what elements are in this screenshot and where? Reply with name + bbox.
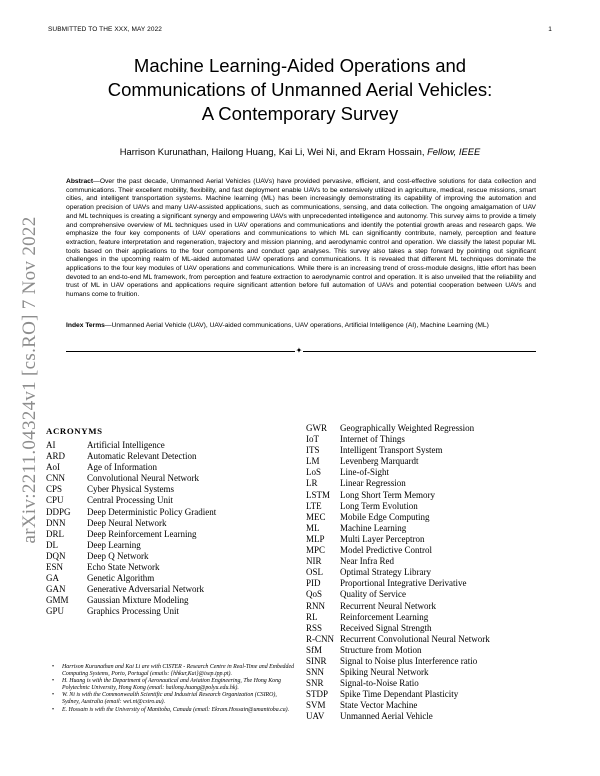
arxiv-stamp-text: arXiv:2211.04324v1 [cs.RO] 7 Nov 2022 <box>19 216 40 544</box>
acronym-row <box>306 678 566 689</box>
abstract <box>66 178 536 300</box>
acronym-definition: Machine Learning <box>340 522 407 533</box>
title-line: Communications of Unmanned Aerial Vehicles: <box>107 79 493 100</box>
acronym-row <box>306 612 566 623</box>
acronym-definition: Proportional Integrative Derivative <box>340 578 467 589</box>
acronym-abbr: PID <box>306 578 321 589</box>
acronym-row <box>46 518 296 529</box>
acronym-abbr: UAV <box>306 711 325 722</box>
acronym-abbr: AI <box>46 440 56 450</box>
acronym-row <box>306 711 566 722</box>
acronym-row <box>306 601 566 612</box>
acronym-definition: Received Signal Strength <box>340 622 432 633</box>
acronym-abbr: LM <box>306 456 320 467</box>
acronym-definition: Echo State Network <box>87 562 160 573</box>
acronym-row <box>306 456 566 467</box>
acronym-definition: Mobile Edge Computing <box>340 511 430 522</box>
acronym-definition: Line-of-Sight <box>340 467 389 478</box>
acronym-row <box>306 578 566 589</box>
acronym-abbr: CPS <box>46 484 63 495</box>
acronym-definition: Deep Learning <box>87 539 141 550</box>
acronym-row <box>46 562 296 573</box>
title-line: A Contemporary Survey <box>201 103 399 124</box>
acronym-definition: Unmanned Aerial Vehicle <box>340 711 433 722</box>
acronym-abbr: SNN <box>306 667 325 678</box>
acronym-definition: Deep Q Network <box>87 550 149 561</box>
acronym-abbr: DRL <box>46 528 64 539</box>
abstract-text: —Over the past decade, Unmanned Aerial Vehicles (UAVs) have provided pervasive, efficient, and cost-effective solutions for data collection and communications. Their excellent mobility, flexibility, and fast deployment enable UAVs to be extensively utilized in agriculture, medical, rescue missions, smart cities, and intelligent transportation systems. Machine learning (ML) has been increasingly demonstrating its capability of improving the automation and operation precision of UAVs and many UAV-assisted applications, such as communications, sensing, and data collection. The ongoing amalgamation of UAV and ML techniques is creating a significant synergy and empowering UAVs with unprecedented intelligence and autonomy. This survey aims to provide a timely and comprehensive overview of ML techniques used in UAV operations and communications and identify the potential growth areas and research gaps. We emphasize the four key components of UAV operations and communications to which ML can significantly contribute, namely, perception and feature extraction, feature interpretation and regeneration, trajectory and mission planning, and aerodynamic control and operation. We classify the latest popular ML tools based on their applications to the four components and conduct gap analyses. This survey also takes a step forward by pointing out significant challenges in the upcoming realm of ML-aided automated UAV operations and communications. It is revealed that different ML techniques dominate the applications to the four key modules of UAV operations and communications. While there is an increasing trend of cross-module designs, little effort has been devoted to an end-to-end ML framework, from perception and feature extraction to aerodynamic control and operation. It is also unveiled that the reliability and trust of ML in UAV operations and applications require significant attention before full automation of UAVs and potential cooperation between UAVs and humans come to fruition. <box>66 178 536 299</box>
acronym-abbr: LoS <box>306 467 322 478</box>
header-venue: SUBMITTED TO THE XXX, MAY 2022 <box>48 26 163 33</box>
acronym-definition: Signal-to-Noise Ratio <box>340 678 419 689</box>
index-terms <box>66 322 536 331</box>
footnote-text: E. Hossain is with the University of Manitoba, Canada (email: Ekram.Hossain@umanitoba.ca). <box>62 706 290 713</box>
acronym-row <box>306 667 566 678</box>
acronym-list-right <box>306 423 566 723</box>
footnote <box>46 707 296 714</box>
acronym-abbr: DL <box>46 539 58 550</box>
acronym-row <box>306 545 566 556</box>
acronym-row <box>46 473 296 484</box>
acronym-definition: Recurrent Convolutional Neural Network <box>340 633 490 644</box>
acronym-abbr: AoI <box>46 462 60 473</box>
acronym-row <box>46 507 296 518</box>
acronym-abbr: SfM <box>306 644 323 655</box>
footnote-bullet-icon: • <box>52 664 55 670</box>
acronyms-heading: ACRONYMS <box>46 426 103 436</box>
author-footnotes <box>46 664 296 714</box>
acronym-definition: Internet of Things <box>340 434 405 445</box>
footnote <box>46 664 296 678</box>
acronym-definition: Convolutional Neural Network <box>87 473 199 484</box>
acronym-definition: Deep Deterministic Policy Gradient <box>87 506 217 517</box>
acronym-definition: State Vector Machine <box>340 700 418 711</box>
acronym-abbr: LR <box>306 478 318 489</box>
acronym-definition: Generative Adversarial Network <box>87 584 204 595</box>
acronym-definition: Quality of Service <box>340 589 406 600</box>
acronym-definition: Recurrent Neural Network <box>340 600 436 611</box>
acronym-abbr: SINR <box>306 655 327 666</box>
acronym-abbr: IoT <box>306 434 319 445</box>
acronym-abbr: ML <box>306 522 320 533</box>
acronym-row <box>46 606 296 617</box>
footnote <box>46 678 296 692</box>
acronym-abbr: ITS <box>306 445 320 456</box>
acronym-row <box>46 540 296 551</box>
divider-diamond-icon: ✦ <box>295 346 303 355</box>
acronym-row <box>306 467 566 478</box>
acronym-abbr: SVM <box>306 700 326 711</box>
acronym-definition: Artificial Intelligence <box>87 440 165 450</box>
acronym-definition: Automatic Relevant Detection <box>87 451 197 462</box>
acronym-row <box>46 484 296 495</box>
acronym-abbr: MPC <box>306 545 326 556</box>
author-names: Harrison Kurunathan, Hailong Huang, Kai Li, Wei Ni, and Ekram Hossain, <box>119 146 425 157</box>
footnote-bullet-icon: • <box>52 678 55 685</box>
acronym-row <box>46 462 296 473</box>
acronym-abbr: MLP <box>306 533 325 544</box>
acronym-definition: Multi Layer Perceptron <box>340 533 425 544</box>
acronym-abbr: GWR <box>306 423 327 433</box>
acronym-abbr: GPU <box>46 606 65 617</box>
acronym-abbr: CNN <box>46 473 66 484</box>
footnote <box>46 692 296 706</box>
author-list <box>60 146 540 157</box>
page-number: 1 <box>548 26 552 33</box>
acronym-definition: Central Processing Unit <box>87 495 173 506</box>
acronym-abbr: NIR <box>306 556 322 567</box>
acronym-row <box>306 689 566 700</box>
acronym-definition: Geographically Weighted Regression <box>340 423 475 433</box>
acronym-row <box>306 634 566 645</box>
arxiv-stamp <box>15 210 45 550</box>
acronym-definition: Long Short Term Memory <box>340 489 435 500</box>
acronym-abbr: SNR <box>306 678 324 689</box>
acronym-definition: Near Infra Red <box>340 556 394 567</box>
acronym-definition: Signal to Noise plus Interference ratio <box>340 655 478 666</box>
acronym-row <box>306 556 566 567</box>
acronym-definition: Spiking Neural Network <box>340 667 429 678</box>
footnote-text: H. Huang is with the Department of Aeronautical and Aviation Engineering, The Hong Kong Polytechnic University, Hong Kong (email: hailong.huang@polyu.edu.hk). <box>62 678 281 692</box>
acronym-definition: Genetic Algorithm <box>87 573 155 584</box>
footnote-text: W. Ni is with the Commonwealth Scientific and Industrial Research Organization (CSIRO), Sydney, Australia (email: wei.ni@csiro.au). <box>62 692 277 706</box>
acronym-abbr: LSTM <box>306 489 331 500</box>
acronym-abbr: LTE <box>306 500 322 511</box>
acronym-row <box>46 584 296 595</box>
acronym-abbr: CPU <box>46 495 64 506</box>
acronym-abbr: GMM <box>46 595 69 606</box>
paper-title <box>60 54 540 126</box>
abstract-label: Abstract <box>66 178 94 185</box>
acronym-row <box>306 589 566 600</box>
acronym-abbr: DQN <box>46 550 66 561</box>
acronym-definition: Reinforcement Learning <box>340 611 429 622</box>
acronym-definition: Optimal Strategy Library <box>340 567 431 578</box>
acronym-abbr: OSL <box>306 567 324 578</box>
acronym-row <box>306 478 566 489</box>
footnote-bullet-icon: • <box>52 706 55 713</box>
acronym-definition: Model Predictive Control <box>340 545 432 556</box>
acronym-row <box>46 440 296 451</box>
acronym-row <box>306 434 566 445</box>
acronym-row <box>306 656 566 667</box>
acronym-definition: Linear Regression <box>340 478 406 489</box>
index-terms-label: Index Terms <box>66 322 105 329</box>
acronym-row <box>306 534 566 545</box>
footnote-bullet-icon: • <box>52 692 55 699</box>
acronym-definition: Gaussian Mixture Modeling <box>87 595 189 606</box>
acronym-row <box>306 501 566 512</box>
acronym-abbr: GAN <box>46 584 66 595</box>
acronym-definition: Spike Time Dependant Plasticity <box>340 689 459 700</box>
acronym-row <box>46 451 296 462</box>
acronym-definition: Graphics Processing Unit <box>87 606 179 617</box>
acronym-row <box>306 700 566 711</box>
acronym-row <box>46 551 296 562</box>
acronym-abbr: RNN <box>306 600 326 611</box>
acronym-row <box>306 423 566 434</box>
acronym-definition: Deep Reinforcement Learning <box>87 528 197 539</box>
acronym-abbr: STDP <box>306 689 329 700</box>
acronym-abbr: DDPG <box>46 506 71 517</box>
acronym-definition: Structure from Motion <box>340 644 422 655</box>
acronym-definition: Intelligent Transport System <box>340 445 443 456</box>
acronym-row <box>306 523 566 534</box>
acronym-abbr: QoS <box>306 589 323 600</box>
acronym-abbr: DNN <box>46 517 66 528</box>
acronym-abbr: RL <box>306 611 318 622</box>
acronym-abbr: ESN <box>46 562 64 573</box>
index-terms-text: —Unmanned Aerial Vehicle (UAV), UAV-aided communications, UAV operations, Artificial Intelligence (AI), Machine Learning (ML) <box>104 322 489 329</box>
acronym-definition: Age of Information <box>87 462 157 473</box>
acronym-abbr: ARD <box>46 451 66 462</box>
acronym-definition: Levenberg Marquardt <box>340 456 419 467</box>
acronym-abbr: RSS <box>306 622 323 633</box>
acronym-row <box>306 512 566 523</box>
acronym-list-left <box>46 440 296 618</box>
acronym-row <box>46 495 296 506</box>
acronym-row <box>46 595 296 606</box>
acronym-definition: Cyber Physical Systems <box>87 484 174 495</box>
acronym-row <box>46 573 296 584</box>
acronym-abbr: R-CNN <box>306 633 335 644</box>
acronym-row <box>306 623 566 634</box>
title-line: Machine Learning-Aided Operations and <box>133 55 467 76</box>
acronym-definition: Deep Neural Network <box>87 517 167 528</box>
acronym-abbr: GA <box>46 573 59 584</box>
acronym-row <box>306 567 566 578</box>
acronym-row <box>306 645 566 656</box>
acronym-row <box>306 445 566 456</box>
footnote-text: Harrison Kurunathan and Kai Li are with CISTER - Research Centre in Real-Time and Embedded Computing Systems, Porto, Portugal (emails: {hhkur,Kai}@isep.ipp.pt). <box>62 664 295 678</box>
acronym-definition: Long Term Evolution <box>340 500 418 511</box>
acronym-row <box>46 529 296 540</box>
acronym-row <box>306 490 566 501</box>
acronym-abbr: MEC <box>306 511 326 522</box>
author-fellow: Fellow, IEEE <box>427 146 481 157</box>
